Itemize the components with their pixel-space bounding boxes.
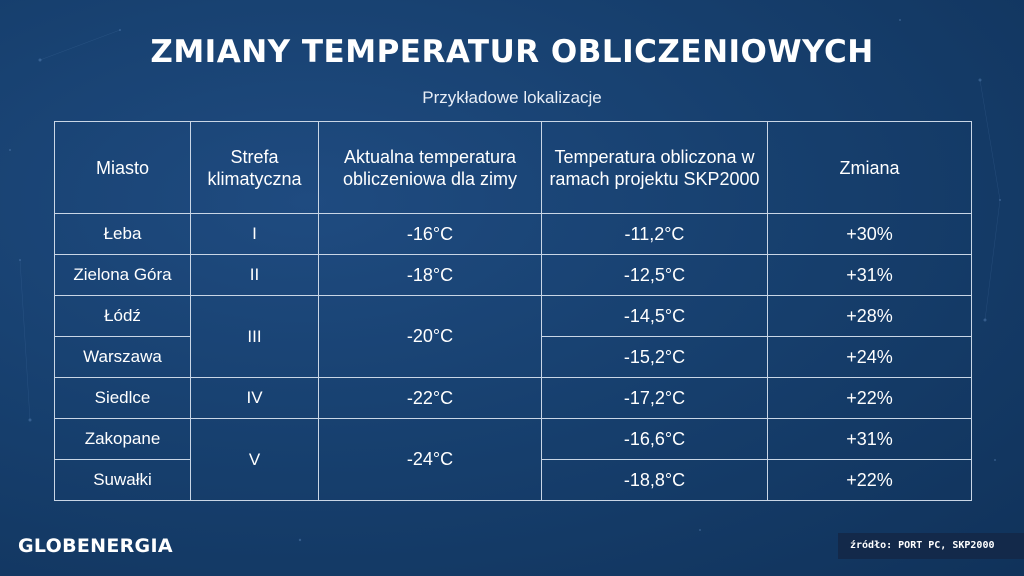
city-cell: Warszawa [55, 337, 191, 378]
current-temp-cell: -18°C [319, 255, 542, 296]
computed-temp-cell: -16,6°C [542, 419, 768, 460]
change-cell: +24% [768, 337, 972, 378]
computed-temp-cell: -18,8°C [542, 460, 768, 501]
table-row [55, 419, 972, 460]
source-label: źródło: PORT PC, SKP2000 [838, 533, 1024, 559]
change-cell: +22% [768, 378, 972, 419]
zone-cell: III [191, 296, 319, 378]
column-header-city: Miasto [55, 122, 191, 214]
zone-cell: IV [191, 378, 319, 419]
column-header-current-temp: Aktualna temperatura obliczeniowa dla zimy [319, 122, 542, 214]
change-cell: +31% [768, 255, 972, 296]
city-cell: Zakopane [55, 419, 191, 460]
column-header-computed-temp: Temperatura obliczona w ramach projektu SKP2000 [542, 122, 768, 214]
computed-temp-cell: -15,2°C [542, 337, 768, 378]
city-cell: Siedlce [55, 378, 191, 419]
current-temp-cell: -24°C [319, 419, 542, 501]
change-cell: +31% [768, 419, 972, 460]
table-row [55, 378, 972, 419]
globenergia-logo: GLOBENERGIA [18, 535, 173, 557]
computed-temp-cell: -11,2°C [542, 214, 768, 255]
zone-cell: II [191, 255, 319, 296]
page-title: ZMIANY TEMPERATUR OBLICZENIOWYCH [150, 34, 874, 70]
table-header-row [55, 122, 972, 214]
table-row [55, 296, 972, 337]
zone-cell: I [191, 214, 319, 255]
table-row [55, 255, 972, 296]
city-cell: Łódź [55, 296, 191, 337]
current-temp-cell: -20°C [319, 296, 542, 378]
computed-temp-cell: -12,5°C [542, 255, 768, 296]
computed-temp-cell: -17,2°C [542, 378, 768, 419]
current-temp-cell: -22°C [319, 378, 542, 419]
change-cell: +30% [768, 214, 972, 255]
current-temp-cell: -16°C [319, 214, 542, 255]
column-header-zone: Strefa klimatyczna [191, 122, 319, 214]
temperature-table [54, 121, 972, 501]
computed-temp-cell: -14,5°C [542, 296, 768, 337]
city-cell: Łeba [55, 214, 191, 255]
change-cell: +22% [768, 460, 972, 501]
city-cell: Suwałki [55, 460, 191, 501]
change-cell: +28% [768, 296, 972, 337]
page-subtitle: Przykładowe lokalizacje [422, 88, 602, 107]
table-row [55, 214, 972, 255]
city-cell: Zielona Góra [55, 255, 191, 296]
column-header-change: Zmiana [768, 122, 972, 214]
zone-cell: V [191, 419, 319, 501]
